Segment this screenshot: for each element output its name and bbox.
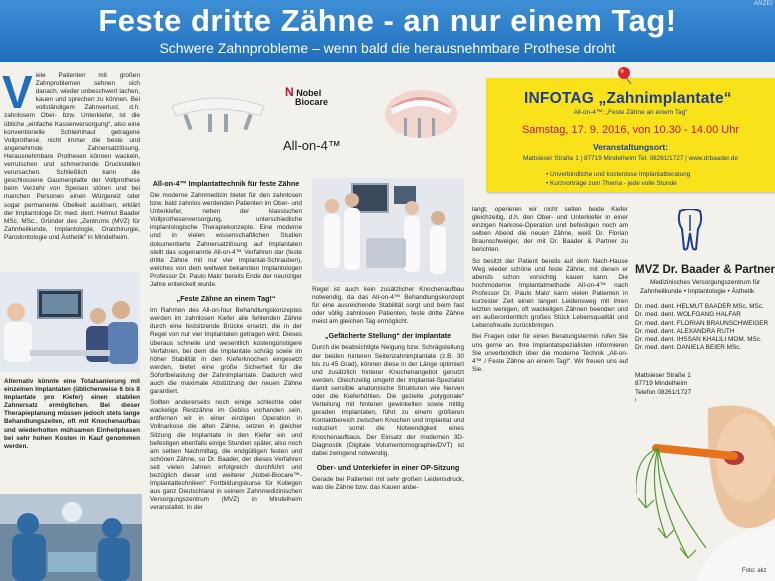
section-heading-one-day: „Feste Zähne an einem Tag!“: [176, 294, 276, 304]
nobel-biocare-logo: [285, 85, 329, 107]
drop-cap: V: [2, 72, 33, 118]
infotag-address: Mattsieser Straße 1 | 87719 Mindelheim Tel. 08261/1727 | www.drbaader.de: [523, 155, 738, 162]
page-subheadline: Schwere Zahnprobleme – wenn bald die herausnehmbare Prothese droht: [159, 40, 616, 56]
right-column-text: [472, 206, 628, 477]
doctor-name: Dr. med. dent. WOLFGANG HALFAR: [635, 311, 741, 319]
left-column-text-2: [0, 378, 140, 488]
doctor-name: Dr. med. dent. FLORIAN BRAUNSCHWEIGER: [635, 319, 769, 327]
practice-specialties: Zahnheilkunde • Implantologie • Ästhetik: [640, 288, 755, 295]
implant-illustration: [148, 70, 468, 170]
infotag-bullet: • Kurzvorträge zum Thema - jede volle Stunde: [546, 180, 677, 187]
nobel-brand-line2: Biocare: [295, 97, 329, 107]
infotag-date: Samstag, 17. 9. 2016, von 10.30 - 14.00 Uhr: [521, 124, 740, 136]
tooth-logo-icon: [676, 209, 704, 253]
section-heading-implant-position: „Gefächerte Stellung“ der Implantate: [324, 331, 452, 341]
left-column-text: [0, 72, 140, 302]
infotag-bullet: • Unverbindliche und kostenlose Implantatberatung: [546, 171, 691, 178]
doctor-name: Dr. med. dent. HELMUT BAADER MSc. MSc.: [635, 303, 764, 310]
left-column-2-body: Alternativ könnte eine Totalsanierung mit einzelnen Implantaten (üblicherweise 6 bis 8 Implantate pro Kiefer) einen stabilen Zahnersatz ermöglichen. Bei dieser Therapieplanung müssen jedoch stets lange Behandlungszeiten, oft mit Knochenaufbau und wiederholten mühsamen Einheilphasen bei sehr hohen Kosten in Kauf genommen werden.: [4, 378, 140, 450]
pushpin-icon: [617, 66, 637, 86]
left-column-body: iele Patienten mit großen Zahnproblemen sehnen sich danach, wieder unbeschwert lachen, kauen und sprechen zu können. Bei vollständigem Zahnverlust, d.h. zahnlosem Ober- bzw. Unterkiefer, ist die übliche „einfache Kassenversorgung“, also eine konventionelle Schleimhaut getragene Vollprothese, nicht immer die beste und angenehmste Zahnersatzlösung. Herausnehmbare Prothesen können wackeln, verrutschen und schmerzende Druckstellen verursachen. Schließlich kann die geschlossene Gaumenplatte der Vollprothese beim Verzehr von Speisen stören und bei manchen Personen einen Würgereiz oder sogar permanente Übelkeit auslösen, erklärt der Implantologe Dr. med. dent. Helmut Baader MSc. MSc., Gründer des „Zentrums (MVZ) für Zahnheilkunde, Implantologie, Oralchirurgie, Parodontologie und Ästhetik“ in Mindelheim.: [4, 72, 140, 241]
woman-carrot-photo: [636, 398, 775, 581]
infotag-box: [486, 78, 775, 192]
nobel-brand-line1: Nobel: [296, 88, 322, 98]
practice-name: MVZ Dr. Baader & Partner: [635, 264, 775, 276]
contact-phone: Telefon 08261/1727: [635, 388, 692, 396]
photo-credit: Foto: akz: [742, 568, 767, 574]
paragraph: langt, operieren wir nicht selten beide Kiefer gleichzeitig, d.h. den Ober- und Unterkiefer in einer einzigen Narkose-Operation und befestigen noch am selben Abend die neuen Zähne, weiß Dr. Florian Braunschweiger, der mit Dr. Baader & Partner zu berichten.: [472, 206, 628, 254]
paragraph: Gerade bei Patienten mit sehr großen Leidensdruck, was die Zähne bzw. das Kauen anbe-: [312, 475, 464, 491]
headline-banner: [0, 0, 775, 62]
page-headline: Feste dritte Zähne - an nur einem Tag!: [98, 3, 677, 38]
infotag-venue-label: Veranstaltungsort:: [592, 142, 669, 152]
paragraph: Sollten andererseits noch einige schlechte oder wackelige Restzähne im Gebiss vorhanden sein, entfernen wir in einer einzigen Operation in Vollnarkose die alten Zähne, setzen in gleicher Sitzung die Implantate in den Kiefer ein und befestigen ebenfalls einige Stunden später, also noch am selben Nachmittag, die endgültigen festen und schönen Zähne, so Dr. Baader, der dieses Verfahren seit vielen Jahren erfolgreich durchführt und bezüglich dieser und weiterer „Nobel-Biocare™-Implantattechniken“ Fortbildungskurse für Kollegen aus ganz Deutschland in seinem Zahnmedizinischen Versorgungszentrum (MVZ) in Mindelheim veranstaltet. In der: [150, 399, 302, 512]
infotag-subtitle: All-on-4™: „Feste Zähne an einem Tag“: [573, 109, 688, 116]
doctor-name: Dr. med. dent. IHSSAN KHALILI MOM. MSc.: [635, 336, 762, 344]
contact-city: 87719 Mindelheim: [635, 380, 688, 388]
section-heading-technique: All-on-4™ Implantattechnik für feste Zähne: [152, 179, 300, 188]
practice-subtitle: Medizinisches Versorgungszentrum für: [650, 279, 761, 286]
contact-street: Mattsieser Straße 1: [635, 372, 691, 379]
center-column-text: [312, 286, 464, 581]
infotag-title: INFOTAG „Zahnimplantate“: [524, 90, 732, 107]
surgery-photo: [0, 494, 142, 581]
paragraph: So besitzt der Patient bereits auf dem Nach-Hause Weg wieder schöne und feste Zähne, mit denen er abends schon vorsichtig kauen kann. Die hochmoderne Implantatmethode All-on-4™ nach Professor Dr. Paulo Malo' kann vielen Patienten in kurzester Zeit einen langen Leidensweg mit ihren letzten wenigen, oft wackeligen Zähnen beenden und ein außerordentlich großes Stück Lebensqualität und Lebensfreude zurückbringen.: [472, 257, 628, 330]
ad-label: ANZEI: [753, 1, 773, 7]
paragraph: Bei Fragen oder für einen Beratungstermin rufen Sie uns gerne an. Ihre Implantatspezialisten informieren Sie unverbindlich über die moderne Technik „All-on-4™ / Feste Zähne an einem Tag!“. Wir freuen uns auf Sie.: [472, 333, 628, 373]
doctor-list: [635, 303, 768, 353]
middle-column-text: [150, 174, 302, 581]
jaw-model-graphic: [380, 84, 462, 152]
nobel-logo-mark: N: [285, 85, 294, 99]
paragraph: Durch die beabsichtigte Neigung bzw. Schrägstellung der beiden hinteren Seitenzahnimplantate (z.B. 30 bis zu 45 Grad), können diese in der Länge optimiert und zusätzlich hinterer Knochenangebot genutzt werden. Gleichzeitig umgeht der Implantat-Spezialist damit sensible anatomische Strukturen wie Nerven oder die Kieferhöhlen. Die gezielte „polygonale“ Verteilung mit hinteren gewinkelten sowie mittig geraden Implantaten, führt zu einem größeren Kontaktbereich zwischen Knochen und Implantat und reduziert somit die Notwendigkeit eines Knochenaufbaus. Der Einsatz der modernen 3D-Diagnostik (Digitale Volumentomographie/DVT) ist dabei zwingend notwendig.: [312, 344, 464, 457]
paragraph: Im Rahmen des All-on-four Behandlungskonzeptes werden im zahnlosen Kiefer alle fehlenden Zähne durch eine festsitzende Brücke ersetzt, die in der Regel von nur vier Implantaten getragen wird. Dieses überaus schnelle und wesentlich kostengünstigere Verfahren, bei dem die Implantate schräg sowie im höher Stabilität in den Kieferknochen eingesetzt werden, bietet eine große Sicherheit für die Sofortbelastung der Zahnimplantate. Dadurch wird auch die maximale Abstützung der neuen Zähne garantiert.: [150, 307, 302, 396]
paragraph: Die moderne Zahnmedizin bietet für den zahnlosen bzw. bald zahnlos werdenden Patienten im Ober- und Unterkiefer, neben der klassischen Vollprothesenversorgung, unterschiedliche implantologische Therapiekonzepte. Eine moderne und in vielen wissenschaftlichen Studien dokumentierte Zahnersatzlösung auf Implantaten stellt das sogenannte All-on-4™ Verfahren dar (feste dritte Zähne mit nur vier Implantat-Schrauben), welches von dem weltweit bekannten Implantologen Professor Dr. Paulo Malo' bereits Ende der neunziger Jahre entwickelt wurde.: [150, 192, 302, 289]
doctor-name: Dr. med. dent. DANIELA BEIER MSc.: [635, 344, 742, 352]
team-photo: [312, 178, 464, 282]
implant-bridge-graphic: [168, 94, 268, 136]
doctor-name: Dr. med. dent. ALEXANDRA RUTH: [635, 327, 735, 335]
consultation-photo: [0, 272, 140, 372]
paragraph: Regel ist auch kein zusätzlicher Knochenaufbau notwendig, da das All-on-4™ Behandlungskonzept für eine ausreichende Stabilität sorgt und beim fast oder völlig zahnlosen Patienten, feste dritte Zähne meist am gleichen Tag ermöglicht.: [312, 286, 464, 326]
all-on-4-caption: All-on-4™: [283, 138, 341, 153]
section-heading-op-session: Ober- und Unterkiefer in einer OP-Sitzung: [316, 462, 460, 472]
